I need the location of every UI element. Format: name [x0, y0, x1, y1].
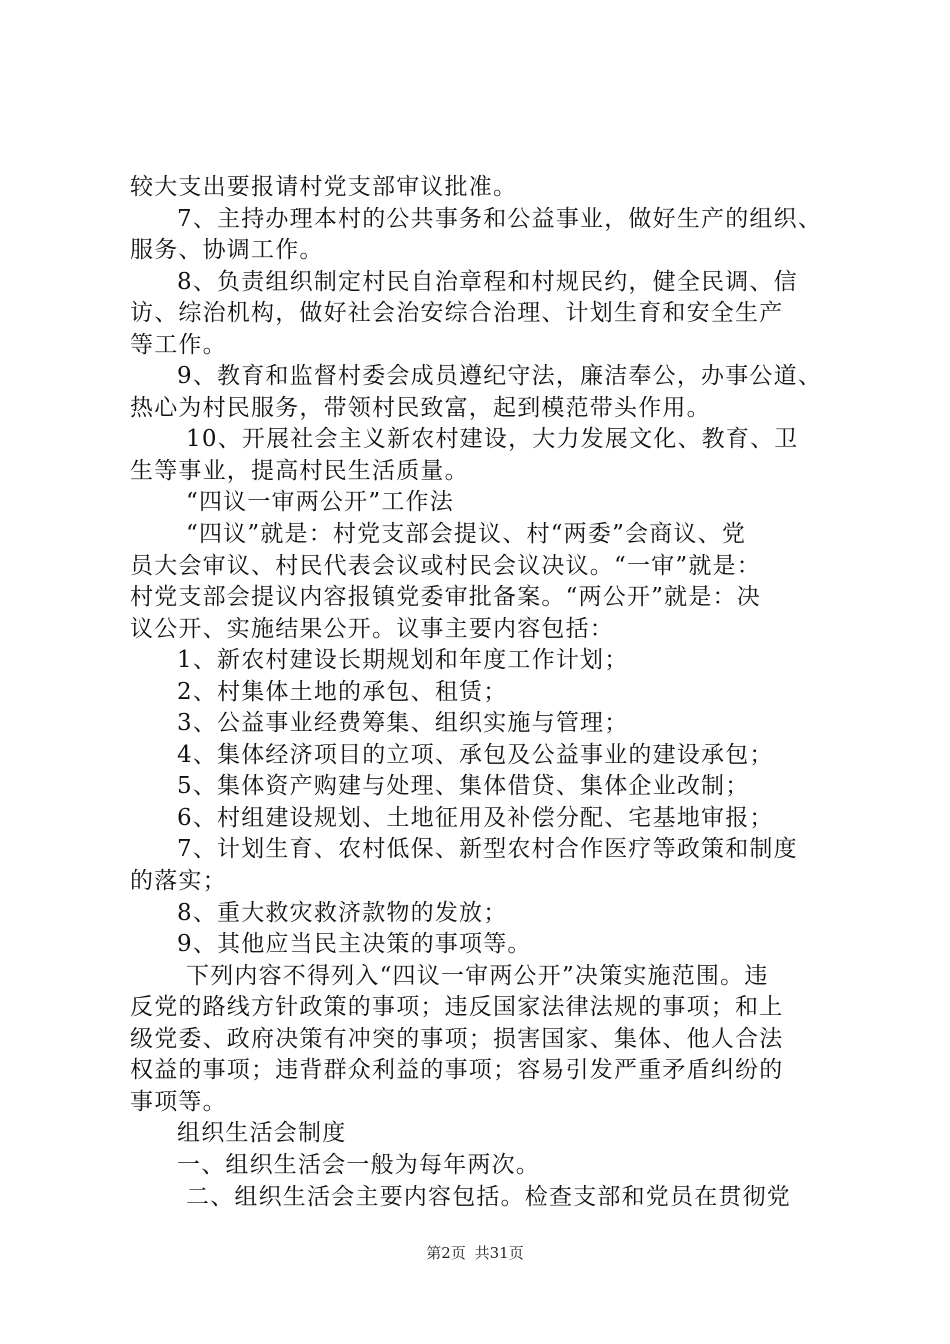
- text-line: 7、计划生育、农村低保、新型农村合作医疗等政策和制度: [177, 836, 798, 863]
- text-line: 二、组织生活会主要内容包括。检查支部和党员在贯彻党: [186, 1183, 791, 1210]
- text-line: 的落实；: [130, 868, 227, 895]
- text-line: 一、组织生活会一般为每年两次。: [177, 1151, 540, 1178]
- text-line: 10、开展社会主义新农村建设，大力发展文化、教育、卫: [186, 426, 799, 453]
- text-line: 事项等。: [130, 1088, 227, 1115]
- text-line: “四议一审两公开”工作法: [186, 489, 454, 516]
- text-line: 1、新农村建设长期规划和年度工作计划；: [177, 647, 629, 674]
- text-line: 5、集体资产购建与处理、集体借贷、集体企业改制；: [177, 773, 750, 800]
- text-line: 9、其他应当民主决策的事项等。: [177, 931, 532, 958]
- text-line: 组织生活会制度: [177, 1120, 347, 1147]
- page-total: 共31页: [474, 1244, 524, 1262]
- text-line: 议公开、实施结果公开。议事主要内容包括：: [130, 615, 614, 642]
- text-line: 6、村组建设规划、土地征用及补偿分配、宅基地审报；: [177, 804, 774, 831]
- page-footer: [0, 1243, 950, 1263]
- text-line: 2、村集体土地的承包、租赁；: [177, 678, 508, 705]
- text-line: 8、重大救灾救济款物的发放；: [177, 899, 508, 926]
- text-line: 生等事业，提高村民生活质量。: [130, 457, 469, 484]
- text-line: 8、负责组织制定村民自治章程和村规民约，健全民调、信: [177, 268, 798, 295]
- text-line: 服务、协调工作。: [130, 237, 324, 264]
- text-line: 较大支出要报请村党支部审议批准。: [130, 174, 518, 200]
- page-number: 第2页: [426, 1244, 466, 1262]
- text-line: 反党的路线方针政策的事项；违反国家法律法规的事项；和上: [130, 994, 784, 1021]
- text-line: 级党委、政府决策有冲突的事项；损害国家、集体、他人合法: [130, 1025, 784, 1052]
- text-line: 权益的事项；违背群众利益的事项；容易引发严重矛盾纠纷的: [130, 1057, 784, 1084]
- text-line: 4、集体经济项目的立项、承包及公益事业的建设承包；: [177, 741, 774, 768]
- text-line: 3、公益事业经费筹集、组织实施与管理；: [177, 710, 629, 737]
- text-line: 7、主持办理本村的公共事务和公益事业，做好生产的组织、: [177, 205, 823, 232]
- text-line: 员大会审议、村民代表会议或村民会议决议。“一审”就是：: [130, 552, 761, 579]
- text-line: 9、教育和监督村委会成员遵纪守法，廉洁奉公，办事公道、: [177, 363, 823, 390]
- text-line: 下列内容不得列入“四议一审两公开”决策实施范围。违: [186, 962, 769, 989]
- text-line: 访、综治机构，做好社会治安综合治理、计划生育和安全生产: [130, 300, 784, 327]
- document-body: [130, 172, 842, 1213]
- text-line: 等工作。: [130, 331, 227, 358]
- text-line: “四议”就是：村党支部会提议、村“两委”会商议、党: [186, 521, 747, 548]
- text-line: 村党支部会提议内容报镇党委审批备案。“两公开”就是：决: [130, 584, 761, 611]
- text-line: 热心为村民服务，带领村民致富，起到模范带头作用。: [130, 394, 711, 421]
